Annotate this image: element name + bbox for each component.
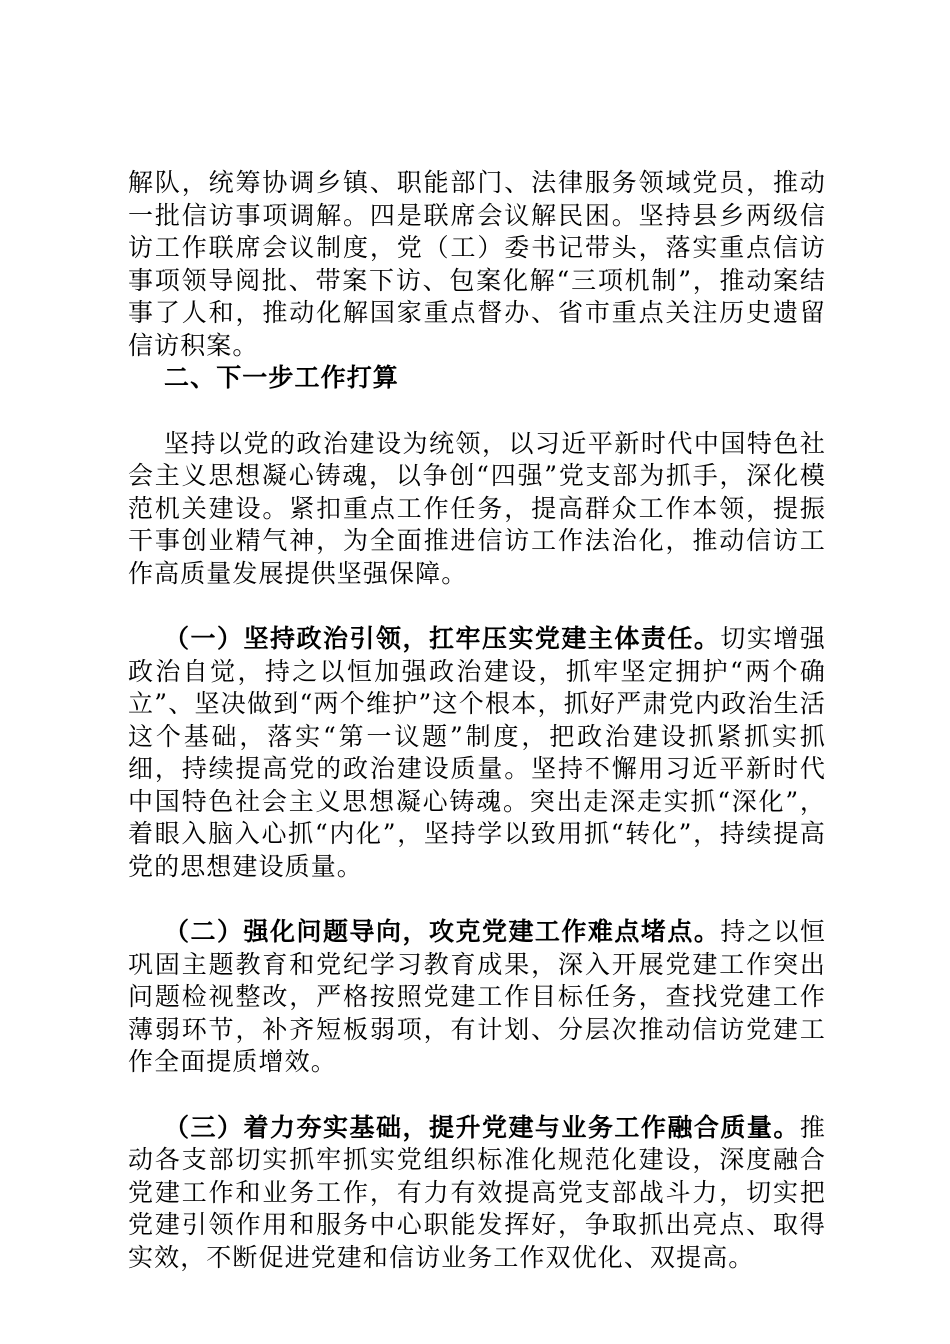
intro-paragraph: 坚持以党的政治建设为统领，以习近平新时代中国特色社会主义思想凝心铸魂，以争创“四强”党支部为抓手，深化模范机关建设。紧扣重点工作任务，提高群众工作本领，提振干事创业精气神，为全面推进信访工作法治化，推动信访工作高质量发展提供坚强保障。 bbox=[128, 428, 826, 588]
continuation-paragraph: 解队，统筹协调乡镇、职能部门、法律服务领域党员，推动一批信访事项调解。四是联席会议解民困。坚持县乡两级信访工作联席会议制度，党（工）委书记带头，落实重点信访事项领导阅批、带案下访、包案化解“三项机制”，推动案结事了人和，推动化解国家重点督办、省市重点关注历史遗留信访积案。 bbox=[128, 168, 826, 360]
item-lead-3: （三）着力夯实基础，提升党建与业务工作融合质量。 bbox=[164, 1112, 800, 1142]
item-paragraph-1 bbox=[128, 623, 826, 883]
item-paragraph-2 bbox=[128, 916, 826, 1079]
item-lead-1: （一）坚持政治引领，扛牢压实党建主体责任。 bbox=[164, 624, 721, 653]
section-heading: 二、下一步工作打算 bbox=[164, 363, 399, 392]
item-paragraph-3 bbox=[128, 1112, 826, 1275]
item-body-1: 切实增强政治自觉，持之以恒加强政治建设，抓牢坚定拥护“两个确立”、坚决做到“两个维护”这个根本，抓好严肃党内政治生活这个基础，落实“第一议题”制度，把政治建设抓紧抓实抓细，持续提高党的政治建设质量。坚持不懈用习近平新时代中国特色社会主义思想凝心铸魂。突出走深走实抓“深化”，着眼入脑入心抓“内化”，坚持学以致用抓“转化”，持续提高党的思想建设质量。 bbox=[128, 624, 826, 881]
item-lead-2: （二）强化问题导向，攻克党建工作难点堵点。 bbox=[164, 917, 721, 946]
item-body-2: 持之以恒巩固主题教育和党纪学习教育成果，深入开展党建工作突出问题检视整改，严格按照党建工作目标任务，查找党建工作薄弱环节，补齐短板弱项，有计划、分层次推动信访党建工作全面提质增效。 bbox=[128, 917, 826, 1076]
item-body-3: 推动各支部切实抓牢抓实党组织标准化规范化建设，深度融合党建工作和业务工作，有力有效提高党支部战斗力，切实把党建引领作用和服务中心职能发挥好，争取抓出亮点、取得实效，不断促进党建和信访业务工作双优化、双提高。 bbox=[128, 1112, 826, 1272]
document-page bbox=[128, 167, 826, 1274]
